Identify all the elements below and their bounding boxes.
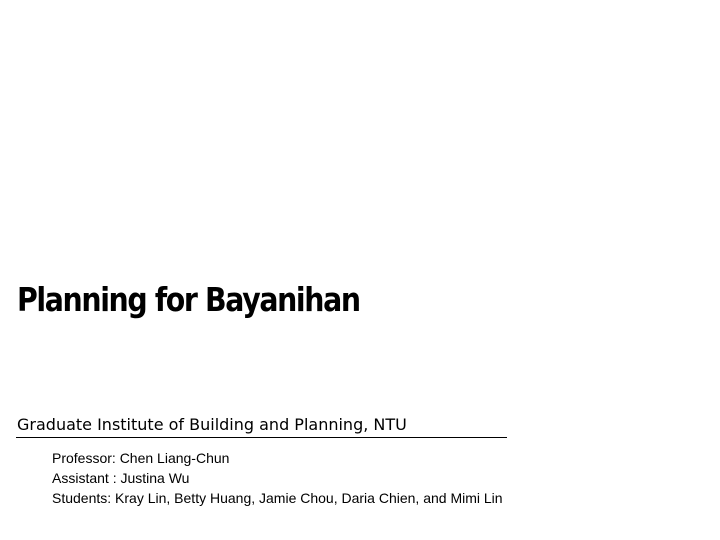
subtitle-underline — [16, 437, 507, 438]
slide-subtitle: Graduate Institute of Building and Planning, NTU — [17, 415, 407, 434]
credits-block — [52, 448, 503, 508]
assistant-line: Assistant : Justina Wu — [52, 470, 190, 486]
students-line: Students: Kray Lin, Betty Huang, Jamie Chou, Daria Chien, and Mimi Lin — [52, 490, 503, 506]
professor-line: Professor: Chen Liang-Chun — [52, 450, 230, 466]
slide-title: Planning for Bayanihan — [17, 280, 360, 319]
